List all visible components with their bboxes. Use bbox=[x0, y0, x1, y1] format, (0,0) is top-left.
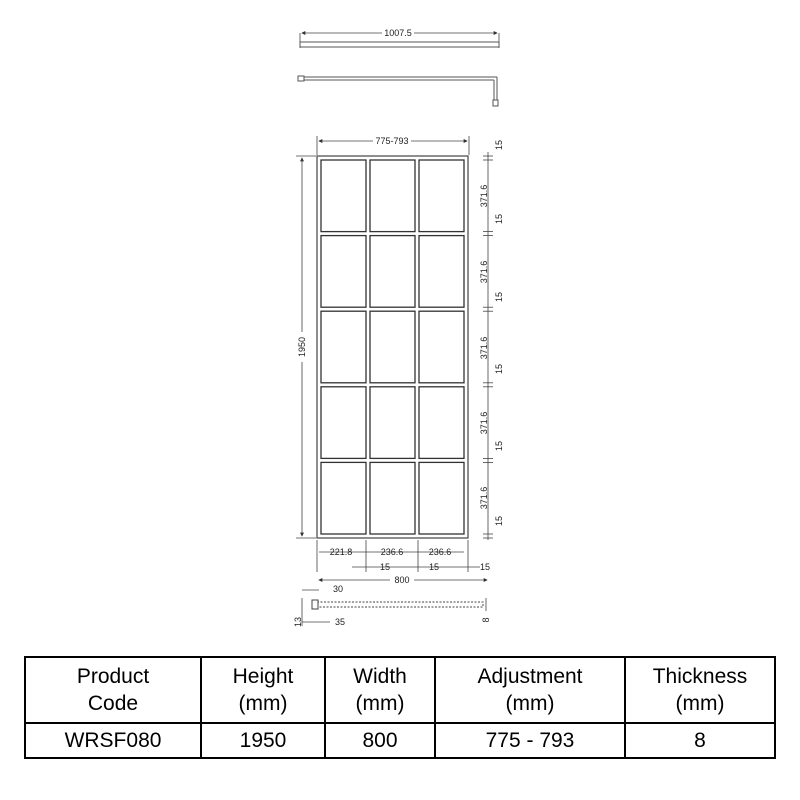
header-width: Width (mm) bbox=[325, 657, 435, 723]
glass-pane bbox=[370, 236, 415, 308]
dimension-pane-width-2: 236.6 bbox=[428, 547, 452, 557]
glass-pane bbox=[321, 160, 366, 232]
dimension-overall-width: 800 bbox=[394, 575, 410, 585]
height-dimension bbox=[296, 156, 316, 538]
glass-pane bbox=[419, 387, 464, 459]
dimension-profile-height: 13 bbox=[293, 616, 303, 628]
dimension-glass-thickness: 8 bbox=[481, 617, 491, 623]
bracket-view bbox=[298, 76, 498, 106]
top-view bbox=[300, 27, 499, 48]
dimension-rail-gap-3: 15 bbox=[494, 363, 504, 375]
dimension-height: 1950 bbox=[297, 336, 307, 358]
glass-pane bbox=[419, 160, 464, 232]
dimension-top-width: 1007.5 bbox=[384, 28, 412, 38]
dimension-pane-height-2: 371.6 bbox=[479, 260, 489, 284]
cell-height: 1950 bbox=[201, 723, 325, 758]
dimension-pane-height-3: 371.6 bbox=[479, 336, 489, 360]
glass-pane bbox=[419, 311, 464, 383]
dimension-profile-width: 30 bbox=[332, 584, 344, 594]
header-height: Height (mm) bbox=[201, 657, 325, 723]
dimension-rail-gap-4: 15 bbox=[494, 440, 504, 452]
cell-thickness: 8 bbox=[625, 723, 775, 758]
table-row bbox=[25, 723, 775, 758]
section-view bbox=[293, 584, 491, 627]
glass-pane bbox=[321, 236, 366, 308]
dimension-mullion-gap-1: 15 bbox=[379, 562, 391, 572]
width-range-dimension bbox=[317, 135, 469, 155]
panel-front-view bbox=[317, 156, 468, 538]
spec-table bbox=[24, 656, 776, 759]
dimension-profile-depth: 35 bbox=[334, 617, 346, 627]
cell-product-code: WRSF080 bbox=[25, 723, 201, 758]
dimension-pane-height-1: 371.6 bbox=[479, 184, 489, 208]
glass-pane bbox=[370, 160, 415, 232]
glass-pane bbox=[370, 311, 415, 383]
glass-pane bbox=[321, 462, 366, 534]
glass-pane bbox=[321, 311, 366, 383]
glass-pane bbox=[419, 462, 464, 534]
dimension-pane-width-1: 236.6 bbox=[380, 547, 404, 557]
glass-pane bbox=[419, 236, 464, 308]
dimension-width-range: 775-793 bbox=[375, 136, 409, 146]
bottom-dimensions bbox=[317, 540, 490, 586]
dimension-mullion-gap-2: 15 bbox=[428, 562, 440, 572]
dimension-first-pane-width: 221.8 bbox=[329, 547, 353, 557]
dimension-rail-gap-5: 15 bbox=[494, 515, 504, 527]
table-header-row bbox=[25, 657, 775, 723]
header-adjustment: Adjustment (mm) bbox=[435, 657, 625, 723]
header-thickness: Thickness (mm) bbox=[625, 657, 775, 723]
glass-pane bbox=[321, 387, 366, 459]
glass-pane bbox=[370, 387, 415, 459]
dimension-rail-gap-2: 15 bbox=[494, 291, 504, 303]
dimension-rail-gap-1: 15 bbox=[494, 213, 504, 225]
dimension-pane-height-4: 371.6 bbox=[479, 411, 489, 435]
header-product-code: Product Code bbox=[25, 657, 201, 723]
glass-pane bbox=[370, 462, 415, 534]
pane-grid bbox=[321, 160, 464, 534]
dimension-pane-height-5: 371.6 bbox=[479, 486, 489, 510]
cell-adjustment: 775 - 793 bbox=[435, 723, 625, 758]
dimension-mullion-gap-3: 15 bbox=[479, 562, 491, 572]
right-dimensions bbox=[479, 140, 504, 540]
dimension-top-gap: 15 bbox=[494, 139, 504, 151]
cell-width: 800 bbox=[325, 723, 435, 758]
